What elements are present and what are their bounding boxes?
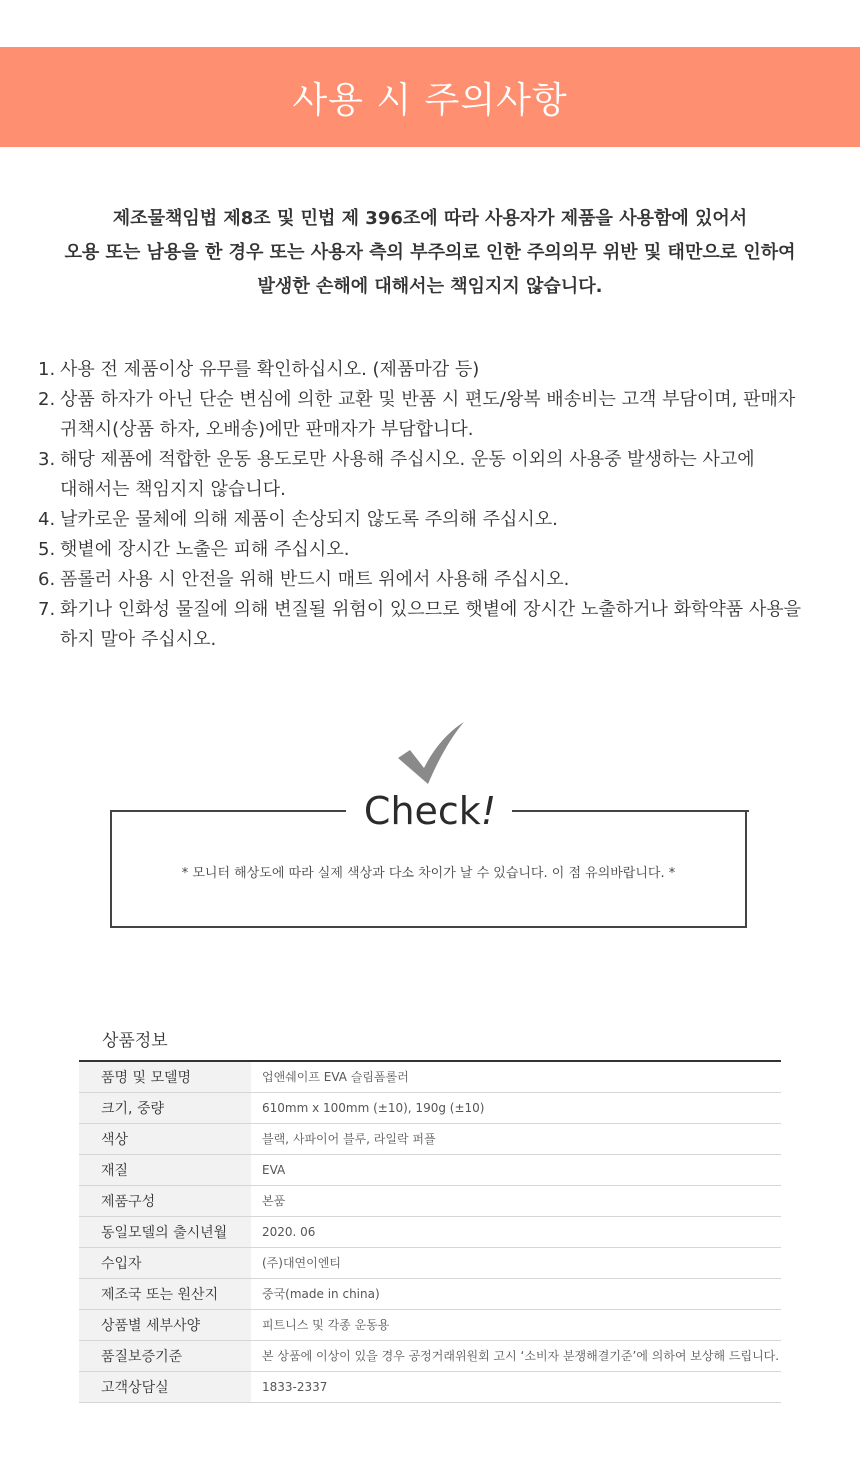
caution-number: 5.	[38, 539, 56, 560]
row-value: 1833-2337	[251, 1371, 781, 1402]
table-row	[79, 1061, 781, 1092]
legal-notice	[0, 202, 860, 304]
caution-text: 폼롤러 사용 시 안전을 위해 반드시 매트 위에서 사용해 주십시오.	[60, 569, 570, 590]
caution-number: 4.	[38, 509, 56, 530]
caution-text: 귀책시(상품 하자, 오배송)에만 판매자가 부담합니다.	[60, 419, 474, 440]
row-value: 중국(made in china)	[251, 1278, 781, 1309]
row-label: 품질보증기준	[79, 1340, 251, 1371]
caution-item	[38, 445, 828, 505]
caution-text: 날카로운 물체에 의해 제품이 손상되지 않도록 주의해 주십시오.	[60, 509, 558, 530]
check-exclamation: !	[480, 789, 497, 833]
row-value: 블랙, 사파이어 블루, 라일락 퍼플	[251, 1123, 781, 1154]
product-info-title: 상품정보	[102, 1031, 168, 1051]
caution-list	[38, 355, 828, 655]
caution-number: 2.	[38, 389, 56, 410]
caution-item	[38, 385, 828, 445]
table-row	[79, 1154, 781, 1185]
table-row	[79, 1278, 781, 1309]
row-label: 수입자	[79, 1247, 251, 1278]
caution-item	[38, 565, 828, 595]
legal-line: 발생한 손해에 대해서는 책임지지 않습니다.	[257, 276, 603, 297]
product-info-table	[79, 1060, 781, 1403]
row-label: 재질	[79, 1154, 251, 1185]
legal-line: 제조물책임법 제8조 및 민법 제 396조에 따라 사용자가 제품을 사용함에 있어서	[112, 208, 748, 229]
caution-item	[38, 595, 828, 655]
caution-number: 6.	[38, 569, 56, 590]
caution-text: 해당 제품에 적합한 운동 용도로만 사용해 주십시오. 운동 이외의 사용중 발생하는 사고에	[60, 449, 755, 470]
header-banner	[0, 47, 860, 147]
checkmark-icon	[396, 720, 466, 786]
row-label: 크기, 중량	[79, 1092, 251, 1123]
check-heading	[360, 786, 500, 836]
row-value: 업앤쉐이프 EVA 슬림폼롤러	[251, 1061, 781, 1092]
table-row	[79, 1309, 781, 1340]
caution-number: 7.	[38, 599, 56, 620]
table-row	[79, 1371, 781, 1402]
row-label: 동일모델의 출시년월	[79, 1216, 251, 1247]
row-value: EVA	[251, 1154, 781, 1185]
table-row	[79, 1340, 781, 1371]
table-row	[79, 1185, 781, 1216]
table-row	[79, 1247, 781, 1278]
table-row	[79, 1092, 781, 1123]
row-value: (주)대연이엔티	[251, 1247, 781, 1278]
table-row	[79, 1216, 781, 1247]
row-value: 피트니스 및 각종 운동용	[251, 1309, 781, 1340]
row-value: 본 상품에 이상이 있을 경우 공정거래위원회 고시 ‘소비자 분쟁해결기준’에 의하여 보상해 드립니다.	[251, 1340, 781, 1371]
caution-text: 화기나 인화성 물질에 의해 변질될 위험이 있으므로 햇볕에 장시간 노출하거나 화학약품 사용을	[60, 599, 802, 620]
row-label: 고객상담실	[79, 1371, 251, 1402]
caution-text: 사용 전 제품이상 유무를 확인하십시오. (제품마감 등)	[60, 359, 480, 380]
caution-text: 대해서는 책임지지 않습니다.	[60, 479, 286, 500]
row-label: 제품구성	[79, 1185, 251, 1216]
check-title-text: Check	[363, 789, 481, 833]
caution-item	[38, 505, 828, 535]
row-label: 품명 및 모델명	[79, 1061, 251, 1092]
row-label: 제조국 또는 원산지	[79, 1278, 251, 1309]
caution-item	[38, 355, 828, 385]
row-value: 2020. 06	[251, 1216, 781, 1247]
caution-text: 하지 말아 주십시오.	[60, 629, 217, 650]
row-label: 상품별 세부사양	[79, 1309, 251, 1340]
row-label: 색상	[79, 1123, 251, 1154]
caution-number: 3.	[38, 449, 56, 470]
row-value: 본품	[251, 1185, 781, 1216]
check-note-text: * 모니터 해상도에 따라 실제 색상과 다소 차이가 날 수 있습니다. 이 점 유의바랍니다. *	[181, 866, 676, 881]
caution-text: 햇볕에 장시간 노출은 피해 주십시오.	[60, 539, 350, 560]
table-row	[79, 1123, 781, 1154]
caution-text: 상품 하자가 아닌 단순 변심에 의한 교환 및 반품 시 편도/왕복 배송비는 고객 부담이며, 판매자	[60, 389, 796, 410]
row-value: 610mm x 100mm (±10), 190g (±10)	[251, 1092, 781, 1123]
legal-line: 오용 또는 남용을 한 경우 또는 사용자 측의 부주의로 인한 주의의무 위반 및 태만으로 인하여	[64, 242, 796, 263]
caution-number: 1.	[38, 359, 56, 380]
caution-item	[38, 535, 828, 565]
page-title: 사용 시 주의사항	[292, 79, 568, 121]
